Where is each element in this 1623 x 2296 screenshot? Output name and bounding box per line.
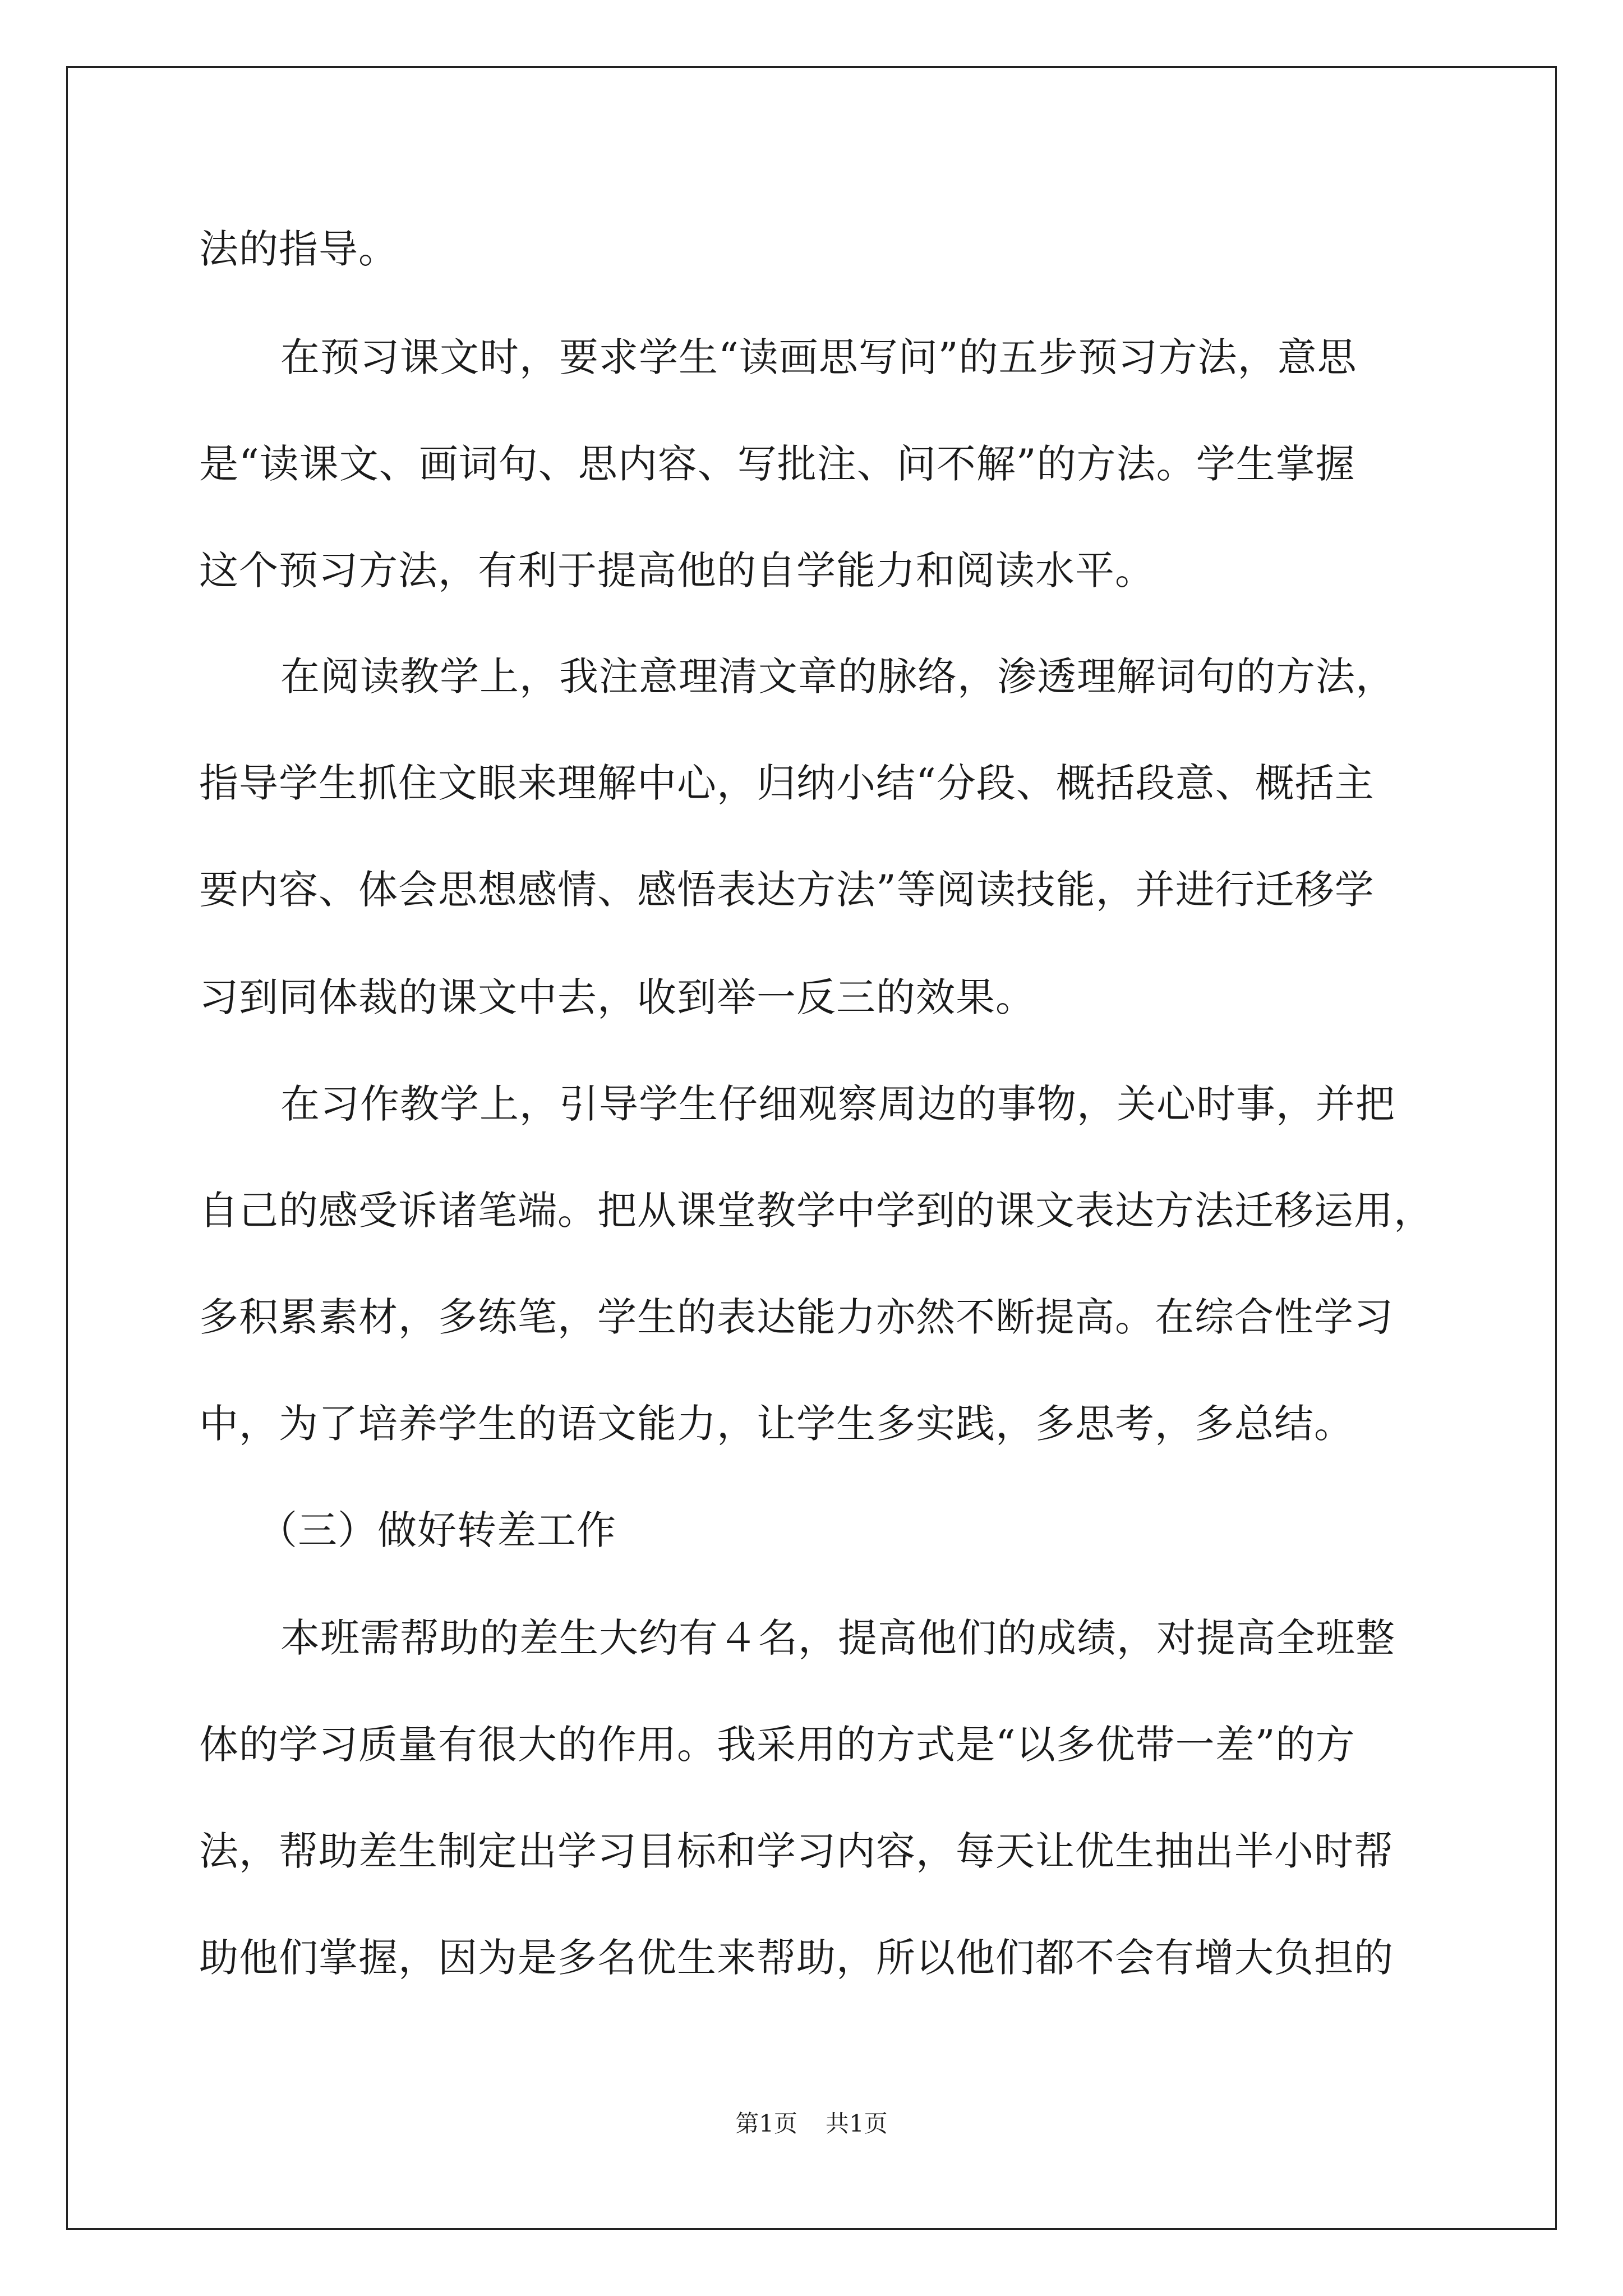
text-line: 在习作教学上，引导学生仔细观察周边的事物，关心时事，并把 <box>280 1081 1395 1127</box>
text-line: 本班需帮助的差生大约有４名，提高他们的成绩，对提高全班整 <box>280 1615 1395 1661</box>
page-border <box>66 66 1557 2230</box>
text-line: 助他们掌握，因为是多名优生来帮助，所以他们都不会有增大负担的 <box>199 1935 1394 1981</box>
text-line: 指导学生抓住文眼来理解中心，归纳小结“分段、概括段意、概括主 <box>199 760 1375 806</box>
text-line: 是“读课文、画词句、思内容、写批注、问不解”的方法。学生掌握 <box>199 441 1355 487</box>
text-line: 习到同体裁的课文中去，收到举一反三的效果。 <box>199 974 1035 1020</box>
text-line: 法的指导。 <box>199 226 398 272</box>
text-line: 要内容、体会思想感情、感悟表达方法”等阅读技能，并进行迁移学 <box>199 867 1375 913</box>
text-line: 法，帮助差生制定出学习目标和学习内容，每天让优生抽出半小时帮 <box>199 1828 1394 1874</box>
text-line: 中，为了培养学生的语文能力，让学生多实践，多思考，多总结。 <box>199 1401 1354 1447</box>
text-line: 在预习课文时，要求学生“读画思写问”的五步预习方法，意思 <box>280 334 1357 380</box>
page-footer <box>0 2109 1623 2138</box>
section-heading: （三）做好转差工作 <box>258 1507 616 1553</box>
text-line: 自己的感受诉诸笔端。把从课堂教学中学到的课文表达方法迁移运用， <box>199 1188 1433 1234</box>
text-line: 多积累素材，多练笔，学生的表达能力亦然不断提高。在综合性学习 <box>199 1294 1394 1340</box>
page-total: 共1页 <box>826 2110 888 2137</box>
text-line: 在阅读教学上，我注意理清文章的脉络，渗透理解词句的方法， <box>280 654 1395 700</box>
text-line: 这个预习方法，有利于提高他的自学能力和阅读水平。 <box>199 547 1155 593</box>
text-line: 体的学习质量有很大的作用。我采用的方式是“以多优带一差”的方 <box>199 1722 1355 1768</box>
page-number: 第1页 <box>735 2110 797 2137</box>
